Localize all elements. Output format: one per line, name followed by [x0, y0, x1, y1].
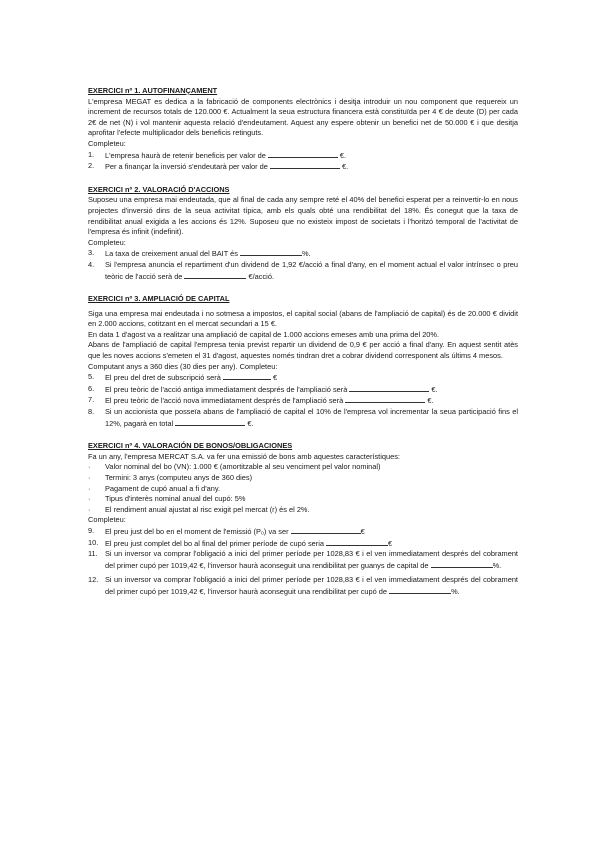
answer-blank-7[interactable] — [345, 395, 425, 403]
exercise-1 — [88, 86, 518, 173]
question-1: 1. L'empresa haurà de retenir beneficis per valor de €. — [88, 149, 347, 160]
exercise-1-title: EXERCICI nº 1. AUTOFINANÇAMENT — [88, 86, 218, 95]
exercise-2-statement: Suposeu una empresa mai endeutada, que al final de cada any sempre reté el 40% del benefici esperat per a reinvertir-lo en nous projectes d'inversió dins de la seua activitat típica, amb els quals obté una rendibilitat del 18%. És conegut que la taxa de rendibilitat anual exigida a les accions és 12%. Suposeu que no existeix impost de societats i l'horitzó temporal de l'activitat de l'empresa és infinit (indefinit). — [88, 195, 518, 237]
bond-feature: · Termini: 3 anys (computeu anys de 360 dies) — [88, 473, 253, 482]
answer-blank-5[interactable] — [223, 372, 271, 380]
answer-blank-11[interactable] — [431, 560, 493, 568]
question-2: 2. Per a finançar la inversió s'endeutarà per valor de €. — [88, 161, 349, 172]
exercise-3 — [88, 294, 518, 429]
exercise-3-date-note: En data 1 d'agost va a realitzar una ampliació de capital de 1.000 accions emeses amb una prima del 20%. — [88, 329, 440, 339]
answer-blank-2[interactable] — [270, 161, 340, 169]
answer-blank-6[interactable] — [349, 384, 429, 392]
exercise-3-completeu: Computant anys a 360 dies (30 dies per any). Completeu: — [88, 361, 278, 371]
question-9: 9. El preu just del bo en el moment de l'emissió (P₀) va ser € — [88, 525, 365, 536]
exercise-4-completeu: Completeu: — [88, 515, 126, 525]
bond-feature: · Tipus d'interès nominal anual del cupó: 5% — [88, 494, 246, 504]
question-8: 8. Si un accionista que posseïa abans de l'ampliació de capital el 10% de l'empresa vol incrementar la seua participació fins el 12%, pagarà en total €. — [88, 407, 518, 428]
question-7: 7. El preu teòric de l'acció nova immediatament després de l'ampliació serà €. — [88, 395, 434, 406]
exercise-3-statement: Siga una empresa mai endeutada i no sotmesa a impostos, el capital social (abans de l'ampliació de capital) és de 20.000 € dividit en 2.000 accions, cotitzant en el mercat secundari a 15 €. — [88, 308, 518, 329]
exercise-4-statement: Fa un any, l'empresa MERCAT S.A. va fer una emissió de bons amb aquestes característiques: — [88, 451, 400, 461]
bond-feature: · Valor nominal del bo (VN): 1.000 € (amortitzable al seu venciment pel valor nominal) — [88, 462, 381, 472]
exercise-3-title: EXERCICI nº 3. AMPLIACIÓ DE CAPITAL — [88, 294, 230, 304]
question-6: 6. El preu teòric de l'acció antiga immediatament després de l'ampliació serà €. — [88, 383, 438, 394]
exercise-1-completeu: Completeu: — [88, 138, 126, 148]
exercise-2-title: EXERCICI nº 2. VALORACIÓ D'ACCIONS — [88, 184, 230, 194]
exercise-4-title: EXERCICI nº 4. VALORACIÓN DE BONOS/OBLIGACIONES — [88, 441, 293, 451]
answer-blank-3[interactable] — [240, 248, 302, 256]
question-12: 12. Si un inversor va comprar l'obligació a inici del primer període per 1028,83 € i el ven immediatament després del cobrament del primer cupó per 1019,42 €, l'inversor haurà aconseguit una rendibilitat per cupó de %. — [88, 575, 518, 596]
question-3: 3. La taxa de creixement anual del BAIT és %. — [88, 248, 311, 259]
question-10: 10. El preu just complet del bo al final del primer període de cupó seria € — [88, 537, 393, 548]
answer-blank-1[interactable] — [268, 150, 338, 158]
question-5: 5. El preu del dret de subscripció serà € — [88, 372, 278, 383]
exercise-2-completeu: Completeu: — [88, 237, 126, 247]
exercise-2 — [88, 185, 518, 282]
answer-blank-8[interactable] — [175, 418, 245, 426]
document-page — [88, 86, 518, 610]
bond-feature: · El rendiment anual ajustat al risc exigit pel mercat (r) és el 2%. — [88, 504, 310, 514]
answer-blank-9[interactable] — [291, 526, 361, 534]
answer-blank-10[interactable] — [326, 538, 388, 546]
bond-feature: · Pagament de cupó anual a fi d'any. — [88, 483, 221, 493]
question-4: 4. Si l'empresa anuncia el repartiment d'un dividend de 1,92 €/acció a final d'any, en el moment actual el valor intrínsec o preu teòric de l'acció serà de €/acció. — [88, 259, 518, 281]
exercise-4 — [88, 441, 518, 597]
answer-blank-12[interactable] — [389, 586, 451, 594]
question-11: 11. Si un inversor va comprar l'obligació a inici del primer període per 1028,83 € i el ven immediatament després del cobrament del primer cupó per 1019,42 €, l'inversor haurà aconseguit una rendibilitat per guanys de capital de %. — [88, 549, 518, 570]
answer-blank-4[interactable] — [184, 271, 246, 279]
exercise-1-statement: L'empresa MEGAT es dedica a la fabricació de components electrònics i desitja introduir un nou component que requereix un increment de recursos totals de 120.000 €. Actualment la seua estructura financera està constituïda per 4 € de deute (D) per cada 2€ de net (N) i vol mantenir aquesta relació d'endeutament. Aquest any espere obtenir un benefici net de 50.000 € i que desitja aprofitar l'efecte multiplicador dels beneficis retinguts. — [88, 96, 518, 138]
exercise-3-dividend-note: Abans de l'ampliació de capital l'empresa tenia previst repartir un dividend de 0,9 € per acció a final d'any. En aquest sentit atès que les noves accions s'emeten el 31 d'agost, aquestes només tindran dret a cobrar dividend corresponent als últims 4 mesos. — [88, 340, 518, 361]
